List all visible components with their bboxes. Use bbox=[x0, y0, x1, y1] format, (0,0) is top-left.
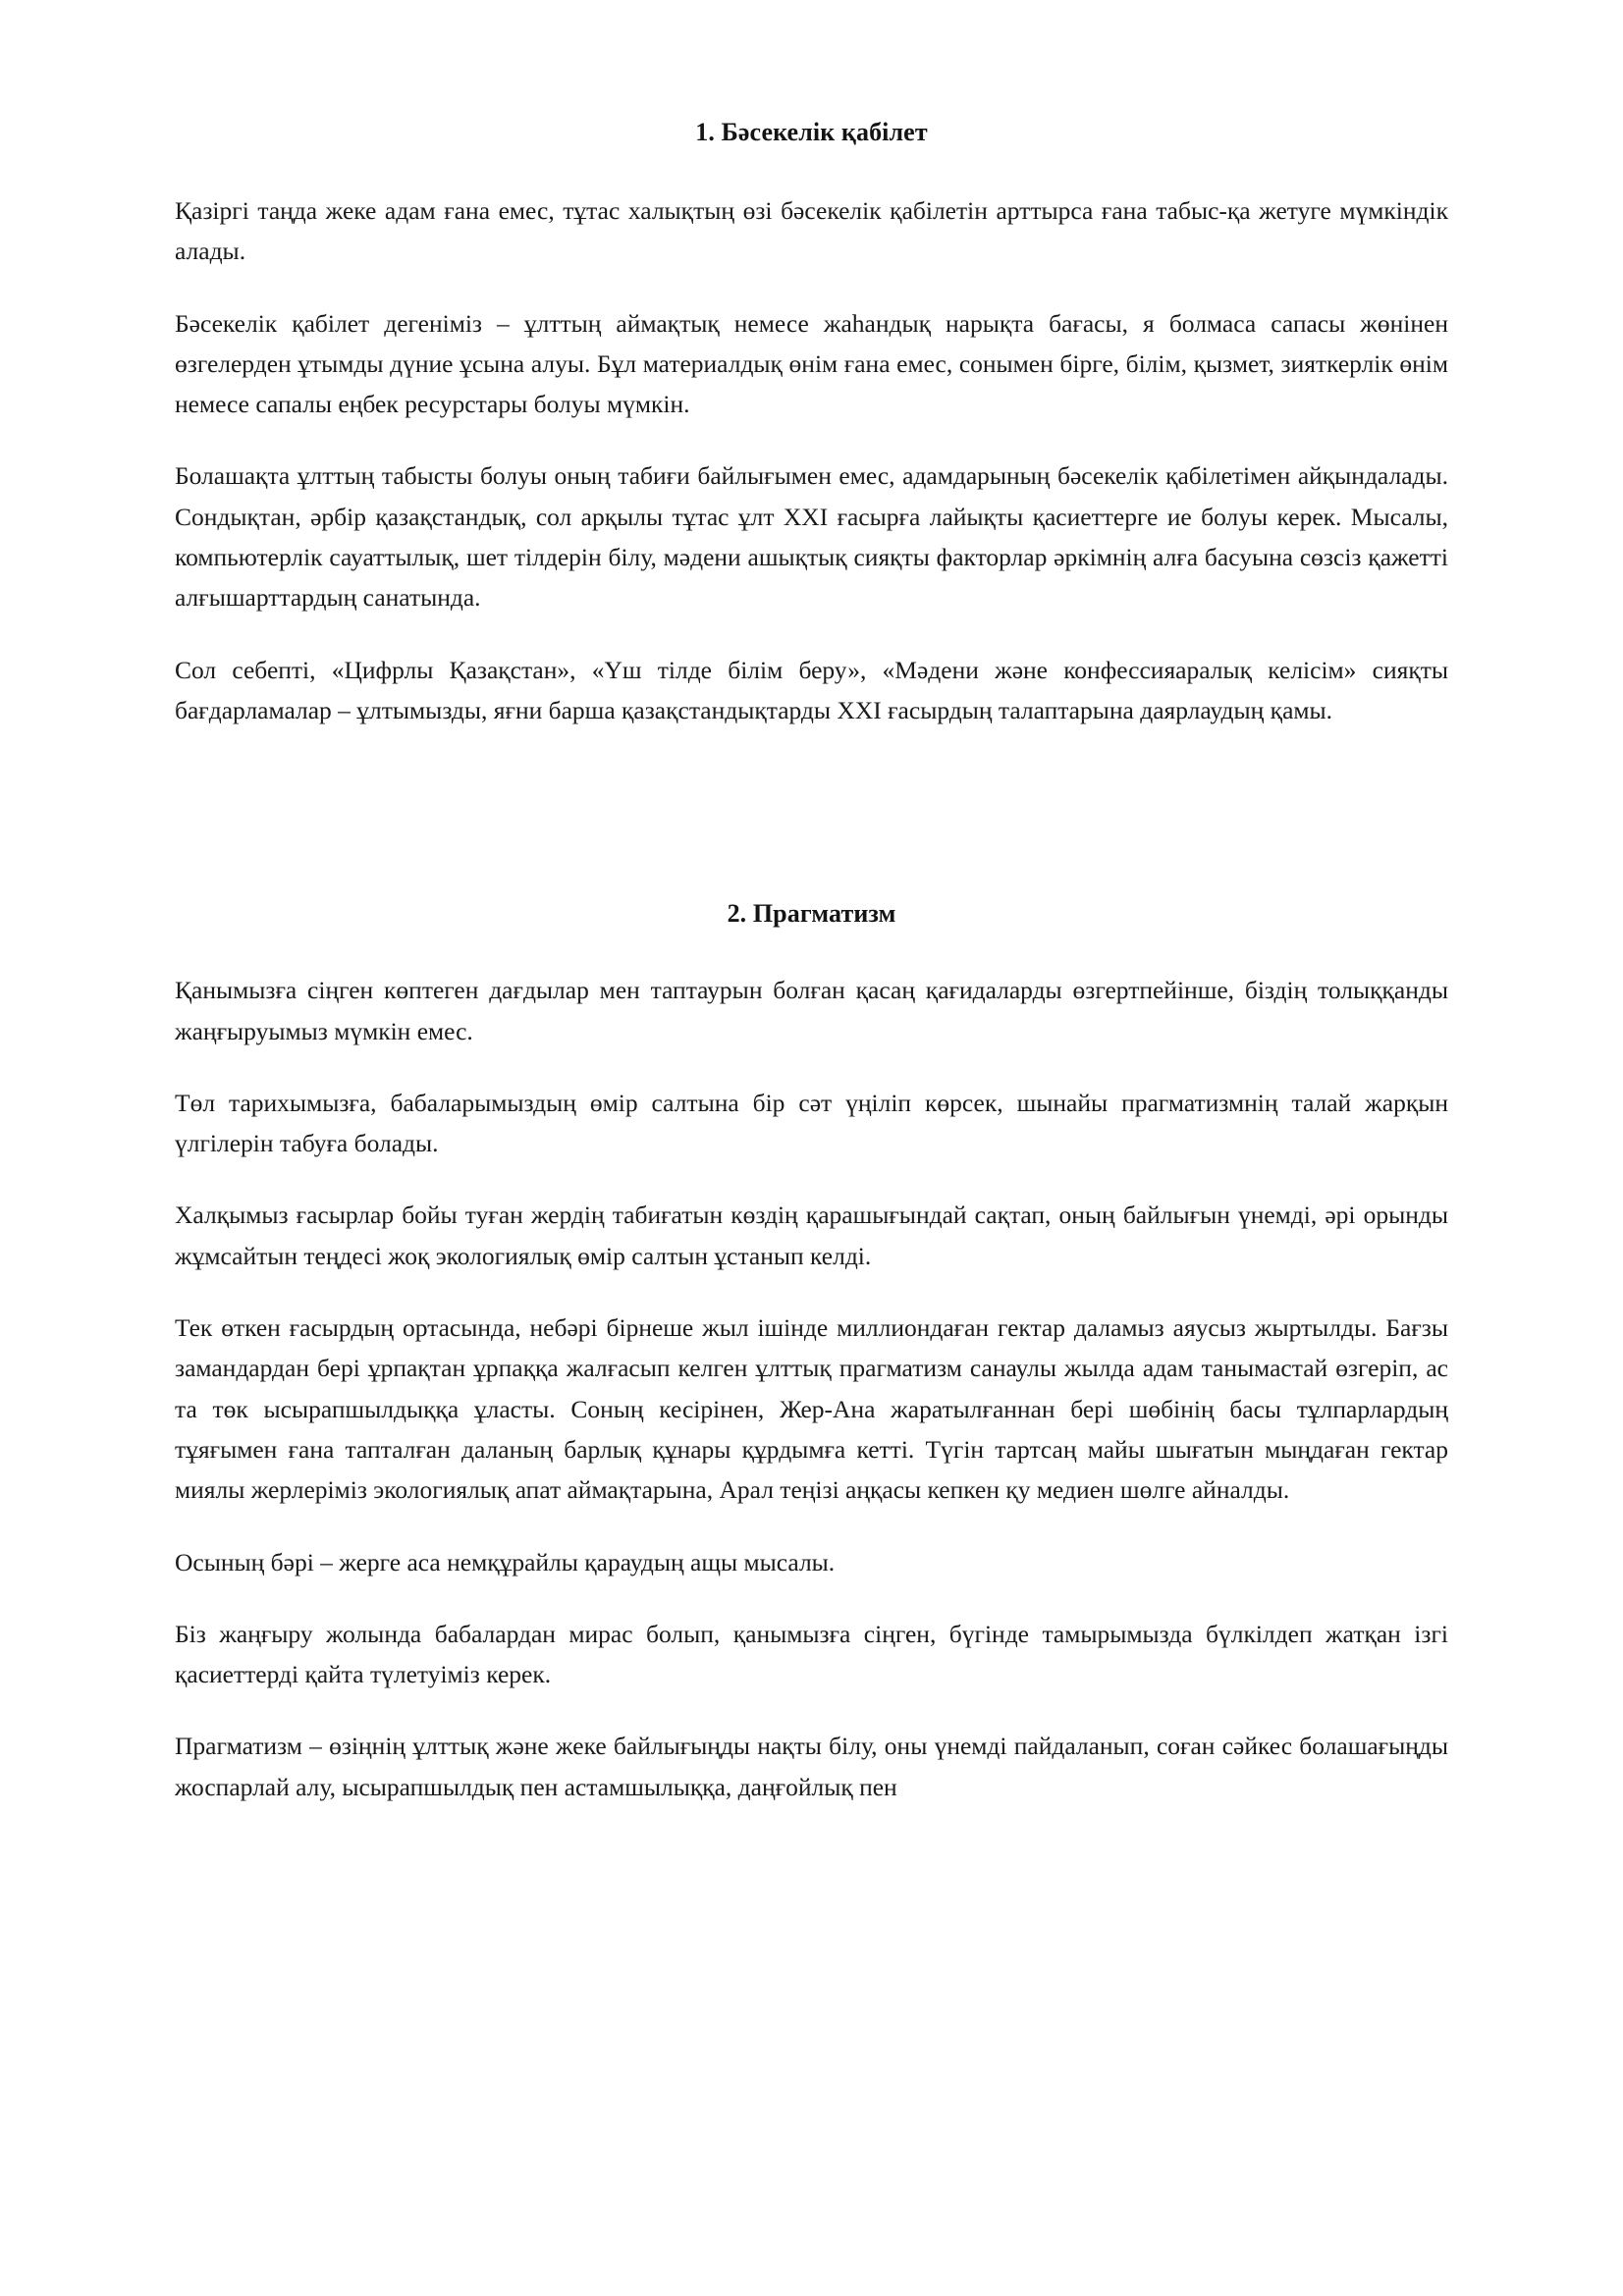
document-body bbox=[175, 118, 1448, 1807]
section-1-paragraph-3: Болашақта ұлттың табысты болуы оның табиғи байлығымен емес, адамдарының бәсекелік қабілетімен айқындалады. Сондықтан, әрбір қазақстандық, сол арқылы тұтас ұлт XXI ғасырға лайықты қасиеттерге ие болуы керек. Мысалы, компьютерлік сауаттылық, шет тілдерін білу, мәдени ашықтық сияқты факторлар әркімнің алға басуына сөзсіз қажетті алғышарттардың санатында. bbox=[175, 461, 1448, 613]
section-2-paragraph-2: Төл тарихымызға, бабаларымыздың өмір салтына бір сәт үңіліп көрсек, шынайы прагматизмнің талай жарқын үлгілерін табуға болады. bbox=[175, 1088, 1448, 1158]
section-2 bbox=[175, 899, 1448, 1807]
section-1-heading: 1. Бәсекелік қабілет bbox=[695, 118, 928, 146]
section-1-paragraph-1: Қазіргі таңда жеке адам ғана емес, тұтас халықтың өзі бәсекелік қабілетін арттырса ғана табыс-қа жетуге мүмкіндік алады. bbox=[175, 196, 1448, 266]
section-2-paragraph-3: Халқымыз ғасырлар бойы туған жердің табиғатын көздің қарашығындай сақтап, оның байлығын үнемді, әрі орынды жұмсайтын теңдесі жоқ экологиялық өмір салтын ұстанып келді. bbox=[175, 1201, 1448, 1270]
section-2-paragraph-1: Қанымызға сіңген көптеген дағдылар мен таптаурын болған қасаң қағидаларды өзгертпейінше, біздің толыққанды жаңғыруымыз мүмкін емес. bbox=[175, 976, 1448, 1045]
section-spacer bbox=[175, 730, 1448, 899]
section-1-paragraph-2: Бәсекелік қабілет дегеніміз – ұлттың аймақтық немесе жаһандық нарықта бағасы, я болмаса сапасы жөнінен өзгелерден ұтымды дүние ұсына алуы. Бұл материалдық өнім ғана емес, сонымен бірге, білім, қызмет, зияткерлік өнім немесе сапалы еңбек ресурстары болуы мүмкін. bbox=[175, 308, 1448, 419]
section-2-heading: 2. Прагматизм bbox=[727, 899, 896, 929]
section-2-paragraph-6: Біз жаңғыру жолында бабалардан мирас болып, қанымызға сіңген, бүгінде тамырымызда бүлкілдеп жатқан ізгі қасиеттерді қайта түлетуіміз керек. bbox=[175, 1619, 1448, 1689]
section-1 bbox=[175, 118, 1448, 730]
section-2-paragraph-7: Прагматизм – өзіңнің ұлттық және жеке байлығыңды нақты білу, оны үнемді пайдаланып, соған сәйкес болашағыңды жоспарлай алу, ысырапшылдық пен астамшылыққа, даңғойлық пен bbox=[175, 1732, 1448, 1801]
section-2-paragraph-4: Тек өткен ғасырдың ортасында, небәрі бірнеше жыл ішінде миллиондаған гектар даламыз аяусыз жыртылды. Бағзы замандардан бері ұрпақтан ұрпаққа жалғасып келген ұлттық прагматизм санаулы жылда адам танымастай өзгеріп, ас та төк ысырапшылдыққа ұласты. Соның кесірінен, Жер-Ана жаратылғаннан бері шөбінің басы тұлпарлардың тұяғымен ғана тапталған даланың барлық құнары құрдымға кетті. Түгін тартсаң майы шығатын мыңдаған гектар миялы жерлеріміз экологиялық апат аймақтарына, Арал теңізі аңқасы кепкен қу медиен шөлге айналды. bbox=[175, 1313, 1448, 1505]
section-1-paragraph-4: Сол себепті, «Цифрлы Қазақстан», «Үш тілде білім беру», «Мәдени және конфессияаралық келісім» сияқты бағдарламалар – ұлтымызды, яғни барша қазақстандықтарды XXI ғасырдың талаптарына даярлаудың қамы. bbox=[175, 655, 1448, 724]
section-2-paragraph-5: Осының бәрі – жерге аса немқұрайлы қараудың ащы мысалы. bbox=[175, 1547, 836, 1576]
